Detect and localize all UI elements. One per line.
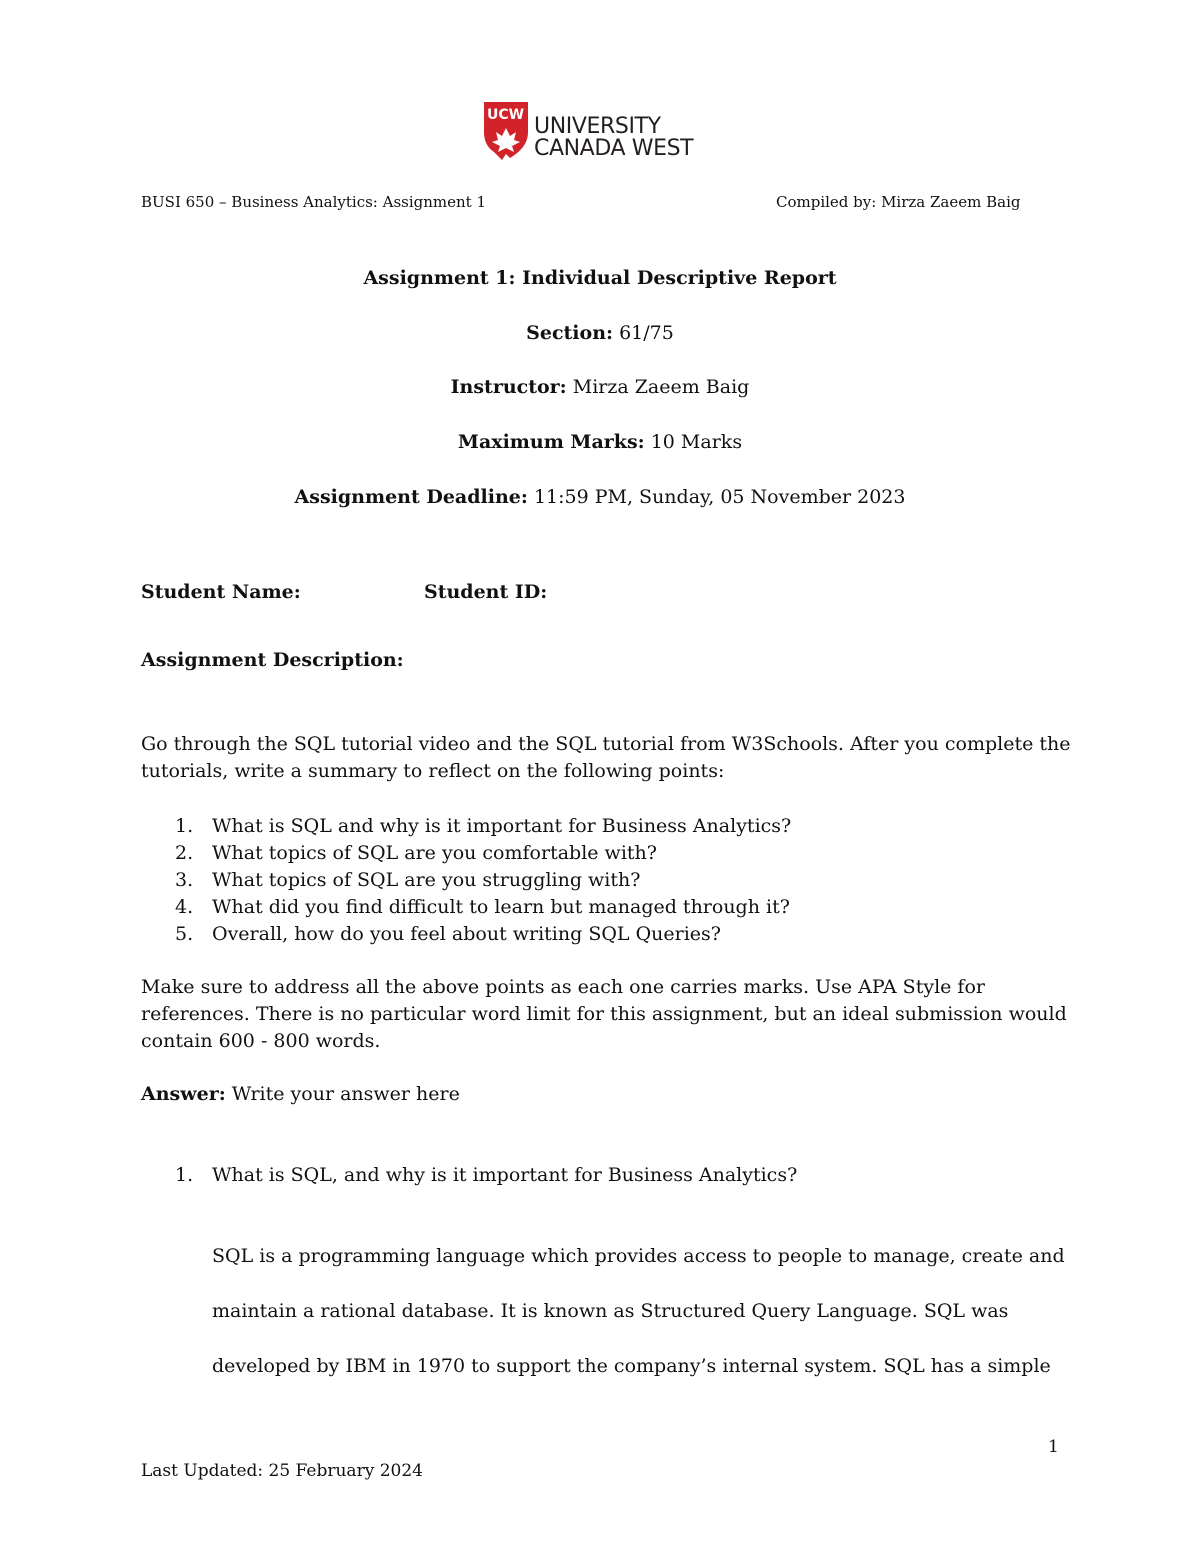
deadline-label: Assignment Deadline: — [294, 486, 528, 508]
logo-badge: UCW — [487, 107, 525, 123]
intro-paragraph: Go through the SQL tutorial video and the SQL tutorial from W3Schools. After you complete the tutorials, write a summary to reflect on the following points: — [141, 733, 1071, 782]
section-line — [0, 322, 1200, 344]
description-heading: Assignment Description: — [141, 649, 404, 671]
answer-text-line-3: developed by IBM in 1970 to support the company’s internal system. SQL has a simple — [212, 1355, 1051, 1377]
logo-line-2: CANADA WEST — [534, 136, 694, 161]
page-number: 1 — [1048, 1437, 1059, 1457]
compiled-by: Compiled by: Mirza Zaeem Baig — [776, 193, 1021, 211]
instructor-line — [0, 376, 1200, 398]
list-item: 1. What is SQL and why is it important for Business Analytics? — [175, 815, 792, 837]
answer-text-line-2: maintain a rational database. It is known as Structured Query Language. SQL was — [212, 1300, 1009, 1322]
deadline-value: 11:59 PM, Sunday, 05 November 2023 — [533, 486, 906, 508]
student-name-label: Student Name: — [141, 581, 301, 603]
document-page: UCW UNIVERSITY CANADA WEST BUSI 650 – Business Analytics: Assignment 1 Compiled by: Mirza Zaeem Baig Assignment 1: Individual Descriptive Report Section: 61/75 Instructor: Mirza Zaeem Baig Maximum Marks: 10 Marks Assignment Deadline: 11:59 PM, Sunday, 05 November 2023 Student Name: Student ID: Assignment Description: Go through the SQL tutorial video and the SQL tutorial from W3Schools. After you complete the tutorials, write a summary to reflect on the following points: 1. What is SQL and why is it important for Business Analytics? 2. What topics of SQL are you comfortable with? 3. What topics of SQL are you struggling with? 4. What did you find difficult to learn but managed through it? 5. Overall, how do you feel about writing SQL Queries? Make sure to address all the above points as each one carries marks. Use APA Style for references. There is no particular word limit for this assignment, but an ideal submission would contain 600 - 800 words. Answer: Write your answer here 1. What is SQL, and why is it important for Business Analytics? SQL is a programming language which provides access to people to manage, create and maintain a rational database. It is known as Structured Query Language. SQL was developed by IBM in 1970 to support the company’s internal system. SQL has a simple 1 Last Updated: 25 February 2024 — [0, 0, 1200, 1553]
logo-wordmark — [534, 116, 693, 160]
points-list — [141, 813, 791, 948]
course-header: BUSI 650 – Business Analytics: Assignment 1 — [141, 193, 487, 211]
student-id-label: Student ID: — [424, 581, 548, 603]
instructor-value: Mirza Zaeem Baig — [572, 376, 750, 398]
deadline-line — [0, 486, 1200, 508]
list-item: 4. What did you find difficult to learn but managed through it? — [175, 896, 790, 918]
document-title: Assignment 1: Individual Descriptive Report — [363, 267, 837, 289]
max-marks-value: 10 Marks — [650, 431, 743, 453]
instructions-paragraph: Make sure to address all the above points as each one carries marks. Use APA Style for references. There is no particular word limit for this assignment, but an ideal submission would contain 600 - 800 words. — [141, 976, 1067, 1052]
answer-value: Write your answer here — [231, 1083, 460, 1105]
last-updated: Last Updated: 25 February 2024 — [141, 1461, 423, 1481]
ucw-maple-leaf-icon — [484, 102, 530, 162]
list-item: 3. What topics of SQL are you struggling with? — [175, 869, 641, 891]
list-item: 2. What topics of SQL are you comfortable with? — [175, 842, 657, 864]
instructor-label: Instructor: — [450, 376, 567, 398]
answer-line — [141, 1083, 460, 1105]
section-label: Section: — [526, 322, 614, 344]
answer-text-line-1: SQL is a programming language which provides access to people to manage, create and — [212, 1245, 1065, 1267]
section-value: 61/75 — [619, 322, 674, 344]
max-marks-line — [0, 431, 1200, 453]
logo-line-1: UNIVERSITY — [534, 114, 661, 139]
university-logo — [484, 102, 724, 166]
list-item: 5. Overall, how do you feel about writing SQL Queries? — [175, 923, 721, 945]
answer-label: Answer: — [141, 1083, 226, 1105]
max-marks-label: Maximum Marks: — [457, 431, 645, 453]
